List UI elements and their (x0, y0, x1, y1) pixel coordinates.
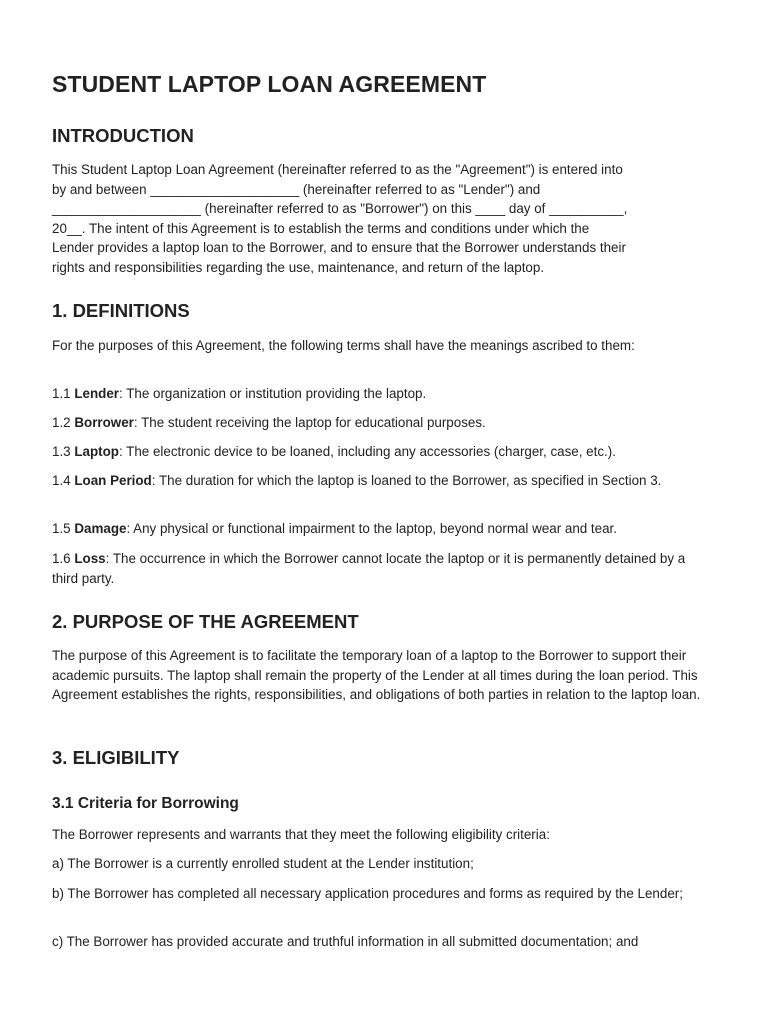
definition-item-damage (52, 519, 720, 539)
definition-number: 1.4 (52, 473, 71, 488)
definition-text: : The organization or institution providing the laptop. (119, 386, 427, 401)
introduction-line-3: ____________________ (hereinafter referred to as "Borrower") on this ____ day of __________, (52, 201, 628, 217)
definition-number: 1.5 (52, 521, 71, 536)
definition-term: Damage (74, 521, 127, 536)
definition-number: 1.6 (52, 551, 71, 566)
introduction-line-2: by and between ____________________ (hereinafter referred to as "Lender") and (52, 181, 541, 197)
purpose-heading: 2. PURPOSE OF THE AGREEMENT (52, 611, 359, 632)
definition-text: : The student receiving the laptop for educational purposes. (133, 415, 486, 430)
eligibility-heading: 3. ELIGIBILITY (52, 747, 180, 768)
definitions-intro: For the purposes of this Agreement, the following terms shall have the meanings ascribed to them: (52, 338, 635, 353)
criteria-subheading: 3.1 Criteria for Borrowing (52, 795, 239, 812)
definition-number: 1.3 (52, 444, 71, 459)
definition-term: Loss (74, 551, 106, 566)
introduction-paragraph (52, 160, 720, 278)
definition-item-loss (52, 549, 702, 588)
introduction-line-4: 20__. The intent of this Agreement is to establish the terms and conditions under which the (52, 220, 590, 236)
definition-item-laptop (52, 442, 720, 462)
introduction-line-6: rights and responsibilities regarding the use, maintenance, and return of the laptop. (52, 259, 545, 275)
introduction-heading: INTRODUCTION (52, 125, 194, 146)
definition-term: Laptop (74, 444, 119, 459)
definition-text: : The electronic device to be loaned, including any accessories (charger, case, etc.). (118, 444, 616, 459)
introduction-line-1: This Student Laptop Loan Agreement (hereinafter referred to as the "Agreement") is entered into (52, 162, 623, 177)
introduction-line-5: Lender provides a laptop loan to the Borrower, and to ensure that the Borrower understands their (52, 240, 626, 256)
definitions-heading: 1. DEFINITIONS (52, 300, 190, 321)
eligibility-intro: The Borrower represents and warrants that they meet the following eligibility criteria: (52, 827, 550, 842)
definition-term: Borrower (74, 415, 134, 430)
definition-text: : The occurrence in which the Borrower cannot locate the laptop or it is permanently detained by a third party. (52, 551, 686, 586)
definition-term: Loan Period (74, 473, 152, 488)
definition-item-loan-period (52, 471, 702, 491)
eligibility-item-b: b) The Borrower has completed all necessary application procedures and forms as required by the Lender; (52, 886, 683, 901)
definition-item-borrower (52, 413, 720, 433)
eligibility-item-a: a) The Borrower is a currently enrolled student at the Lender institution; (52, 856, 474, 871)
definition-item-lender (52, 384, 720, 404)
document-title: STUDENT LAPTOP LOAN AGREEMENT (52, 71, 487, 97)
definition-term: Lender (74, 386, 120, 401)
definition-text: : The duration for which the laptop is loaned to the Borrower, as specified in Section 3. (151, 473, 662, 488)
purpose-paragraph: The purpose of this Agreement is to facilitate the temporary loan of a laptop to the Borrower to support their academic pursuits. The laptop shall remain the property of the Lender at all times during the loan period. This Agreement establishes the rights, responsibilities, and obligations of both parties in relation to the laptop loan. (52, 648, 701, 703)
definition-text: : Any physical or functional impairment to the laptop, beyond normal wear and tear. (126, 521, 617, 536)
definition-number: 1.1 (52, 386, 71, 401)
eligibility-item-c: c) The Borrower has provided accurate and truthful information in all submitted documentation; and (52, 934, 639, 949)
definition-number: 1.2 (52, 415, 71, 430)
